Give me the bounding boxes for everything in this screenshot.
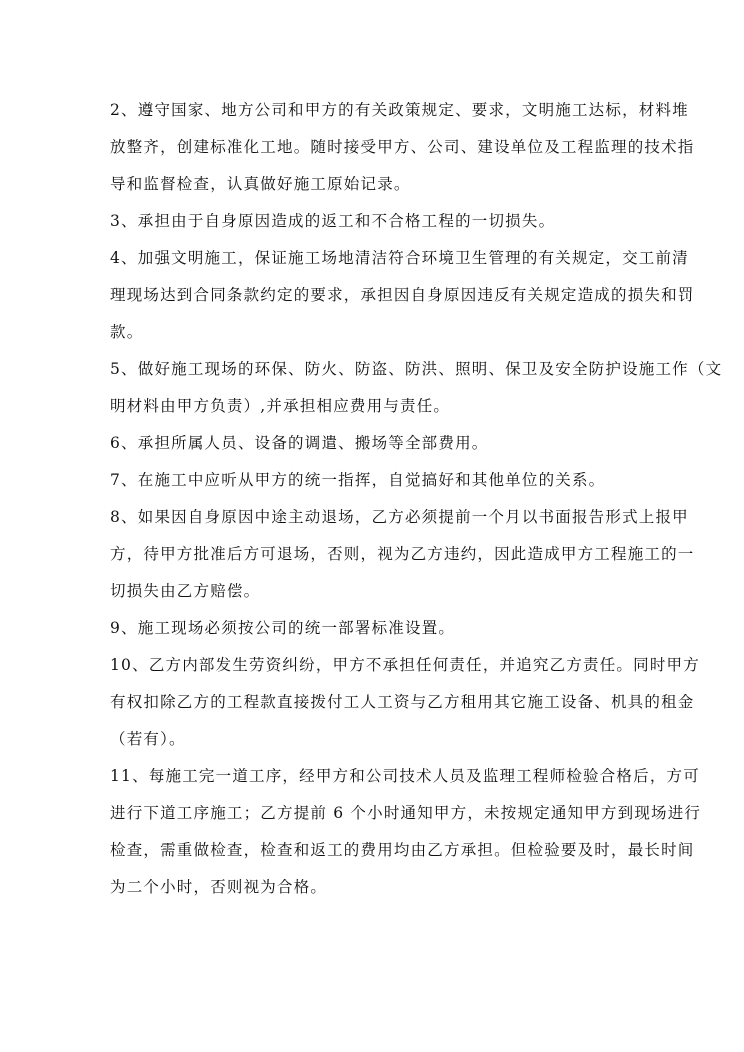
text-line: 5、做好施工现场的环保、防火、防盗、防洪、照明、保卫及安全防护设施工作（文 [110, 360, 723, 378]
clause-6 [110, 425, 638, 462]
text-line: 进行下道工序施工；乙方提前 6 个小时通知甲方，未按规定通知甲方到现场进行 [110, 804, 702, 822]
clause-2 [110, 92, 695, 203]
clause-10 [110, 647, 700, 758]
text-line: 为二个小时，否则视为合格。 [110, 878, 328, 896]
document-body [110, 92, 723, 906]
text-line: 9、施工现场必须按公司的统一部署标准设置。 [110, 619, 456, 637]
text-line: 10、乙方内部发生劳资纠纷，甲方不承担任何责任，并追究乙方责任。同时甲方 [110, 656, 700, 674]
text-line: 3、承担由于自身原因造成的返工和不合格工程的一切损失。 [110, 212, 556, 230]
clause-7 [110, 462, 638, 499]
text-line: 方，待甲方批准后方可退场，否则，视为乙方违约，因此造成甲方工程施工的一 [110, 545, 695, 563]
text-line: 4、加强文明施工，保证施工场地清洁符合环境卫生管理的有关规定，交工前清 [110, 249, 689, 267]
clause-3 [110, 203, 638, 240]
text-line: 6、承担所属人员、设备的调遣、搬场等全部费用。 [110, 434, 489, 452]
clause-11 [110, 758, 702, 906]
text-line: 切损失由乙方赔偿。 [110, 582, 261, 600]
clause-5 [110, 351, 723, 425]
text-line: 明材料由甲方负责）,并承担相应费用与责任。 [110, 397, 451, 415]
text-line: 导和监督检查，认真做好施工原始记录。 [110, 175, 411, 193]
text-line: 8、如果因自身原因中途主动退场，乙方必须提前一个月以书面报告形式上报甲 [110, 508, 689, 526]
text-line: 款。 [110, 323, 144, 341]
text-line: 有权扣除乙方的工程款直接拨付工人工资与乙方租用其它施工设备、机具的租金 [110, 693, 695, 711]
text-line: （若有）。 [110, 730, 186, 748]
clause-8 [110, 499, 695, 610]
clause-4 [110, 240, 695, 351]
text-line: 放整齐，创建标准化工地。随时接受甲方、公司、建设单位及工程监理的技术指 [110, 138, 695, 156]
text-line: 检查，需重做检查，检查和返工的费用均由乙方承担。但检验要及时，最长时间 [110, 841, 695, 859]
clause-9 [110, 610, 638, 647]
text-line: 11、每施工完一道工序，经甲方和公司技术人员及监理工程师检验合格后，方可 [110, 767, 700, 785]
text-line: 7、在施工中应听从甲方的统一指挥，自觉搞好和其他单位的关系。 [110, 471, 606, 489]
text-line: 2、遵守国家、地方公司和甲方的有关政策规定、要求，文明施工达标，材料堆 [110, 101, 689, 119]
text-line: 理现场达到合同条款约定的要求，承担因自身原因违反有关规定造成的损失和罚 [110, 286, 695, 304]
